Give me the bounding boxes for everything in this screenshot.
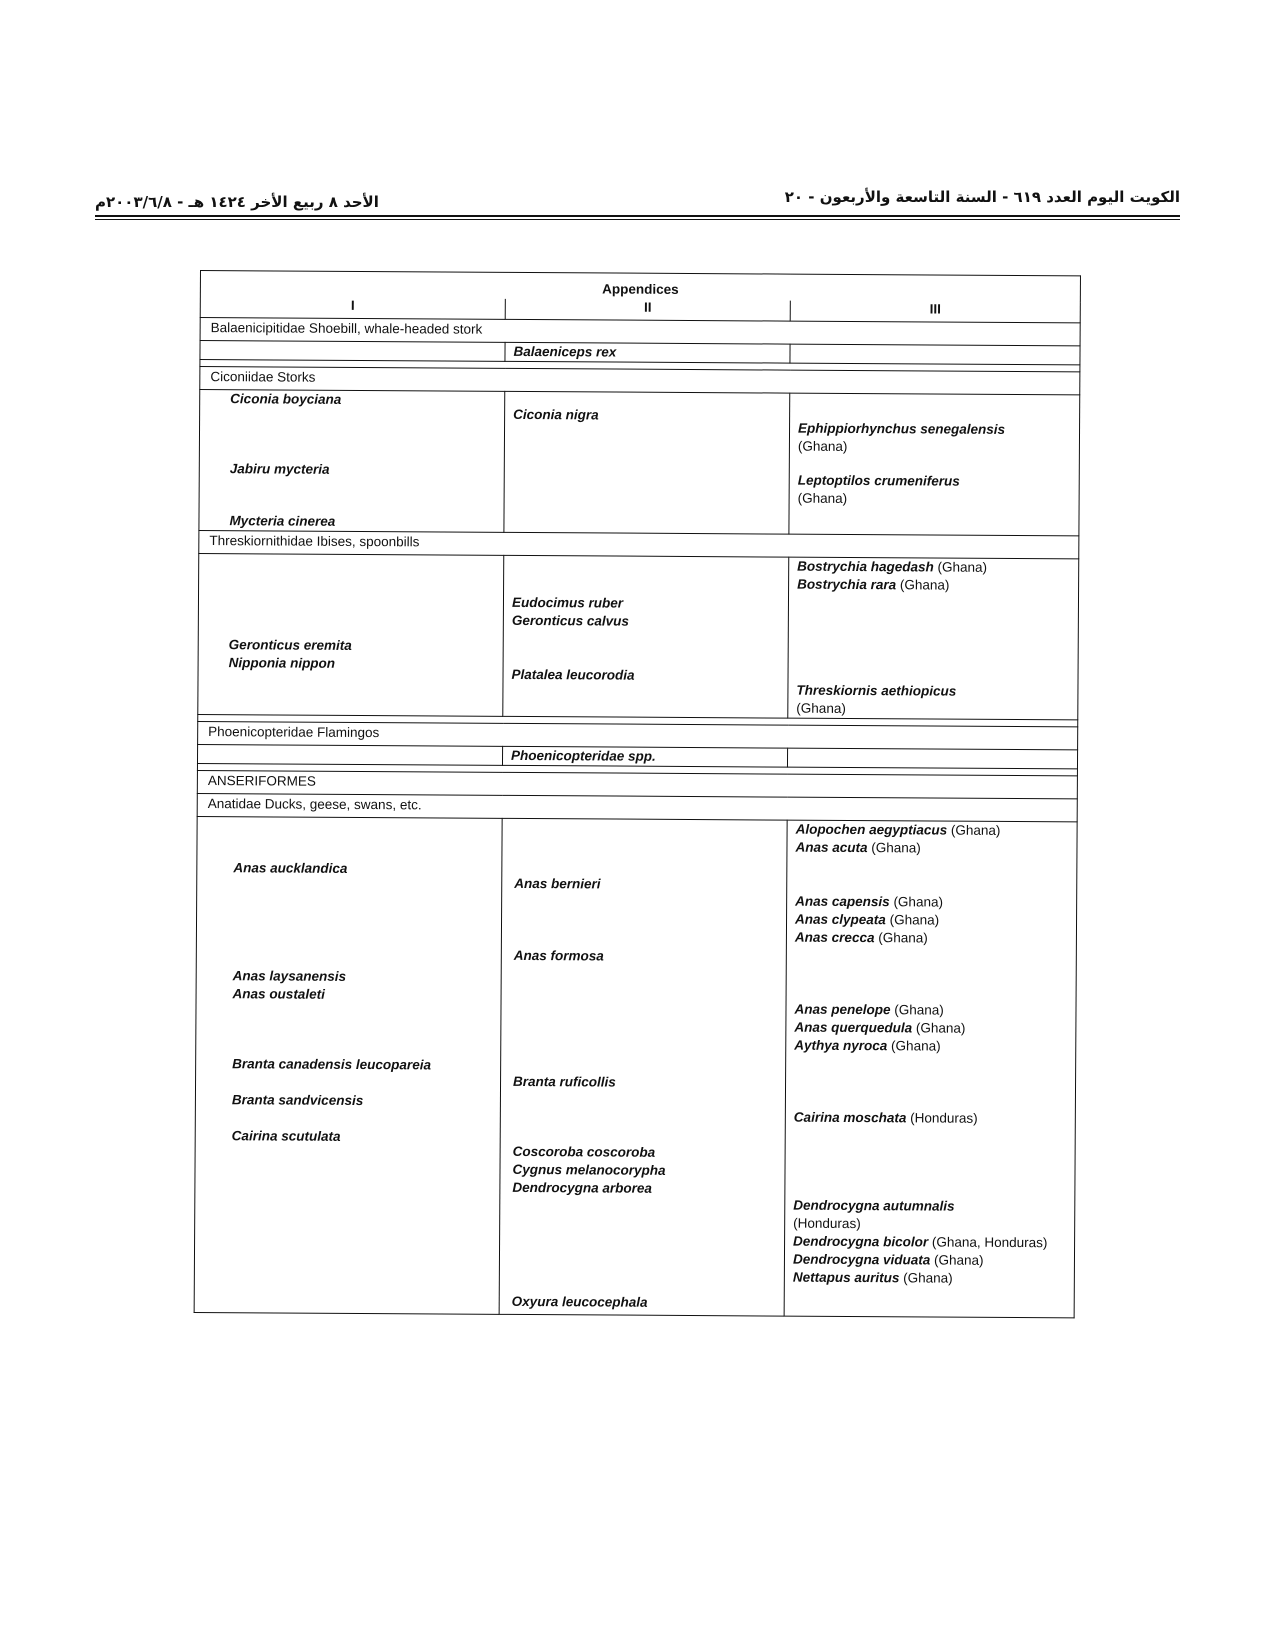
species-cell-i: [199, 390, 505, 533]
species-note: (Ghana): [894, 1002, 944, 1018]
family-row: Threskiornithidae Ibises, spoonbills: [199, 530, 1079, 558]
appendices-table: [194, 270, 1081, 1318]
species-cell-ii: [504, 391, 790, 534]
species-name: Branta sandvicensis: [231, 1092, 364, 1109]
species-name: Nettapus auritus: [792, 1269, 900, 1286]
species-name: Bostrychia hagedash: [797, 558, 934, 575]
species-name: Branta canadensis leucopareia: [232, 1056, 432, 1073]
species-cell-i: [194, 816, 502, 1314]
header-rule: [95, 215, 1180, 217]
appendices-title: Appendices: [200, 271, 1080, 303]
species-name: Threskiornis aethiopicus: [796, 682, 957, 699]
species-note: (Ghana): [933, 1252, 984, 1268]
species-note: (Ghana): [891, 1038, 941, 1054]
species-name: Dendrocygna viduata: [792, 1251, 931, 1268]
order-row: ANSERIFORMES: [197, 770, 1077, 798]
species-note: (Ghana): [915, 1020, 966, 1036]
family-row: Anatidae Ducks, geese, swans, etc.: [197, 793, 1077, 821]
column-header-i: I: [200, 297, 505, 319]
species-name: Geronticus eremita: [228, 637, 352, 653]
species-name: Anas clypeata: [794, 911, 886, 928]
species-name: Aythya nyroca: [794, 1037, 888, 1054]
species-name: Anas bernieri: [514, 875, 601, 892]
column-header-iii: III: [790, 301, 1080, 323]
species-name: Mycteria cinerea: [229, 513, 336, 529]
species-name: Ciconia nigra: [513, 406, 599, 423]
species-note: (Ghana): [871, 840, 921, 856]
species-note: (Ghana): [797, 438, 848, 454]
species-name: Oxyura leucocephala: [511, 1293, 648, 1310]
species-note: (Ghana): [878, 930, 928, 946]
species-note: (Ghana): [903, 1270, 953, 1286]
species-name: Jabiru mycteria: [229, 461, 330, 477]
species-name: Balaeniceps rex: [513, 343, 617, 360]
header-issue-text: الكويت اليوم العدد ٦١٩ - السنة التاسعة والأربعون - ٢٠: [784, 188, 1180, 206]
species-name: Anas laysanensis: [232, 968, 347, 984]
species-name: Anas capensis: [795, 893, 890, 910]
species-name: Anas querquedula: [794, 1019, 913, 1036]
species-name: Dendrocygna autumnalis: [793, 1197, 955, 1214]
species-name: Anas penelope: [794, 1001, 891, 1018]
species-name: Cairina scutulata: [231, 1128, 341, 1144]
species-cell-i: [198, 553, 504, 716]
species-name: Anas acuta: [795, 839, 868, 856]
species-name: Cairina moschata: [793, 1109, 907, 1126]
species-name: Bostrychia rara: [797, 576, 897, 593]
species-name: Cygnus melanocorypha: [512, 1161, 666, 1178]
species-note: (Ghana): [889, 912, 940, 928]
species-cell-ii: [505, 342, 790, 363]
species-note: (Ghana, Honduras): [931, 1234, 1048, 1251]
species-name: Dendrocygna bicolor: [793, 1233, 929, 1250]
species-name: Ephippiorhynchus senegalensis: [797, 420, 1006, 437]
species-name: Phoenicopteridae spp.: [510, 747, 656, 764]
species-cell-ii: [503, 555, 789, 718]
species-name: Platalea leucorodia: [511, 666, 635, 683]
species-name: Branta ruficollis: [513, 1073, 616, 1090]
species-name: Leptoptilos crumeniferus: [797, 472, 960, 489]
species-note: (Ghana): [937, 559, 988, 575]
species-cell-iii: [787, 748, 1077, 769]
species-cell-iii: [789, 393, 1080, 536]
species-name: Eudocimus ruber: [511, 594, 624, 611]
species-cell-ii: [499, 818, 787, 1316]
species-note: (Ghana): [797, 490, 848, 506]
family-row: Phoenicopteridae Flamingos: [198, 721, 1078, 749]
species-name: Geronticus calvus: [511, 612, 629, 629]
species-name: Alopochen aegyptiacus: [795, 821, 948, 838]
species-name: Ciconia boyciana: [230, 391, 342, 407]
header-rule-thin: [95, 219, 1180, 220]
family-row: Balaenicipitidae Shoebill, whale-headed stork: [200, 318, 1080, 346]
species-name: Anas crecca: [794, 929, 875, 946]
species-cell-i: [200, 341, 505, 362]
species-name: Anas aucklandica: [233, 860, 348, 876]
species-cell-ii: [502, 746, 787, 767]
species-note: (Ghana): [796, 700, 846, 716]
species-name: Anas oustaleti: [232, 986, 325, 1002]
species-note: (Honduras): [793, 1215, 861, 1232]
species-note: (Ghana): [950, 822, 1001, 838]
appendices-table-wrapper: [194, 270, 1080, 1318]
column-header-ii: II: [505, 299, 790, 321]
header-date-text: الأحد ٨ ربيع الأخر ١٤٢٤ هـ - ٢٠٠٣/٦/٨م: [95, 193, 379, 211]
species-note: (Honduras): [910, 1110, 978, 1126]
species-cell-iii: [784, 820, 1077, 1318]
species-name: Nipponia nippon: [228, 655, 336, 671]
species-name: Dendrocygna arborea: [512, 1179, 652, 1196]
family-row: Ciconiidae Storks: [200, 367, 1080, 395]
species-note: (Ghana): [893, 894, 944, 910]
species-cell-iii: [790, 344, 1080, 365]
species-cell-iii: [788, 557, 1079, 720]
species-name: Coscoroba coscoroba: [512, 1143, 656, 1160]
species-name: Anas formosa: [513, 947, 604, 964]
species-note: (Ghana): [899, 577, 950, 593]
species-cell-i: [197, 744, 502, 765]
